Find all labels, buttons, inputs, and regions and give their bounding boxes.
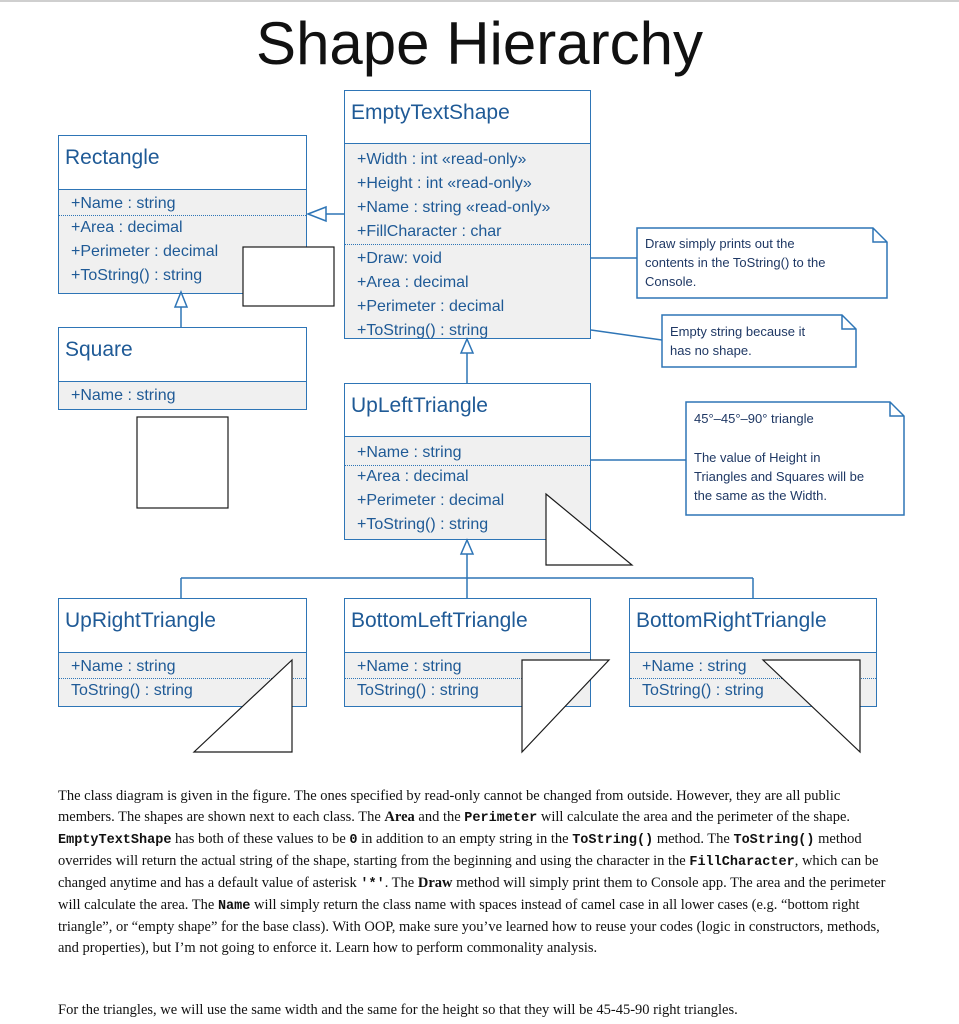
upright-triangle-icon [194, 660, 292, 752]
member: +Name : string [71, 195, 176, 212]
member: +Height : int «read-only» [357, 175, 532, 192]
member: +Name : string [71, 658, 176, 675]
note-line: Console. [645, 274, 697, 289]
keyword-tostring: ToString() [733, 833, 815, 848]
member: ToString() : string [642, 682, 764, 699]
keyword-draw: Draw [417, 875, 453, 891]
note-line: Empty string because it [670, 324, 806, 339]
member: +Width : int «read-only» [357, 151, 527, 168]
class-name: UpRightTriangle [65, 609, 216, 632]
member: +Perimeter : decimal [357, 298, 505, 315]
note-outline [662, 315, 856, 367]
class-name: UpLeftTriangle [351, 394, 488, 417]
generalization-arrowhead [461, 339, 473, 353]
member: +Name : string [71, 387, 176, 404]
note-line: has no shape. [670, 343, 752, 358]
bottomright-triangle-icon [763, 660, 860, 752]
member: ToString() : string [71, 682, 193, 699]
keyword-fillcharacter: FillCharacter [689, 855, 795, 870]
member: +ToString() : string [357, 516, 489, 533]
note-line: contents in the ToString() to the [645, 255, 826, 270]
member: +Area : decimal [71, 219, 183, 236]
rectangle-shape-icon [243, 247, 334, 306]
generalization-arrowhead [175, 292, 187, 307]
class-name: Square [65, 338, 133, 361]
member: ToString() : string [357, 682, 479, 699]
member: +Name : string [357, 658, 462, 675]
member: +Name : string [642, 658, 747, 675]
upleft-triangle-icon [546, 494, 632, 565]
diagram-title: Shape Hierarchy [256, 10, 703, 77]
member: +ToString() : string [357, 322, 489, 339]
generalization-arrowhead [461, 540, 473, 554]
keyword-emptytextshape: EmptyTextShape [58, 833, 172, 848]
description-paragraph: The class diagram is given in the figure. The ones specified by read-only cannot be changed from outside. However, they are all public members. The shapes are shown next to each class. The Area and the Perimeter will calculate the area and the perimeter of the shape. EmptyTextShape has both of these values to be 0 in addition to an empty string in the ToString() method. The ToString() method overrides will return the actual string of the shape, starting from the beginning and using the character in the FillCharacter, which can be changed anytime and has a default value of asterisk '*'. The Draw method will simply print them to Console app. The area and the perimeter will calculate the area. The Name will simply return the class name with spaces instead of camel case in all lower cases (e.g. “bottom right triangle”, or “empty shape” for the base class). With OOP, make sure you’ve learned how to reuse your codes (logic in constructors, methods, and properties), but I’m not going to enforce it. Learn how to perform commonality analysis. [58, 788, 886, 956]
bottomleft-triangle-icon [522, 660, 609, 752]
member: +FillCharacter : char [357, 223, 502, 240]
keyword-area: Area [384, 809, 415, 825]
class-name: Rectangle [65, 146, 160, 169]
note-line: The value of Height in [694, 450, 821, 465]
keyword-name: Name [217, 899, 251, 914]
member: +Draw: void [357, 250, 442, 267]
square-shape-icon [137, 417, 228, 508]
member: +Name : string «read-only» [357, 199, 551, 216]
member: +Name : string [357, 444, 462, 461]
note-outline [637, 228, 887, 298]
member: +ToString() : string [71, 267, 203, 284]
triangles-paragraph: For the triangles, we will use the same width and the same for the height so that they will be 45-45-90 right triangles. [58, 1002, 738, 1018]
keyword-asterisk: '*' [360, 877, 385, 892]
generalization-arrowhead [308, 207, 326, 221]
member: +Area : decimal [357, 274, 469, 291]
note-line: the same as the Width. [694, 488, 827, 503]
note-line: Triangles and Squares will be [694, 469, 865, 484]
note-outline [686, 402, 904, 515]
keyword-tostring: ToString() [572, 833, 654, 848]
keyword-perimeter: Perimeter [464, 811, 538, 826]
member: +Perimeter : decimal [71, 243, 219, 260]
note-connector [591, 330, 662, 340]
note-line: 45°–45°–90° triangle [694, 411, 814, 426]
class-name: BottomLeftTriangle [351, 609, 528, 632]
note-line: Draw simply prints out the [645, 236, 795, 251]
member: +Area : decimal [357, 468, 469, 485]
keyword-zero: 0 [349, 833, 358, 848]
class-name: EmptyTextShape [351, 101, 510, 124]
member: +Perimeter : decimal [357, 492, 505, 509]
class-name: BottomRightTriangle [636, 609, 827, 632]
